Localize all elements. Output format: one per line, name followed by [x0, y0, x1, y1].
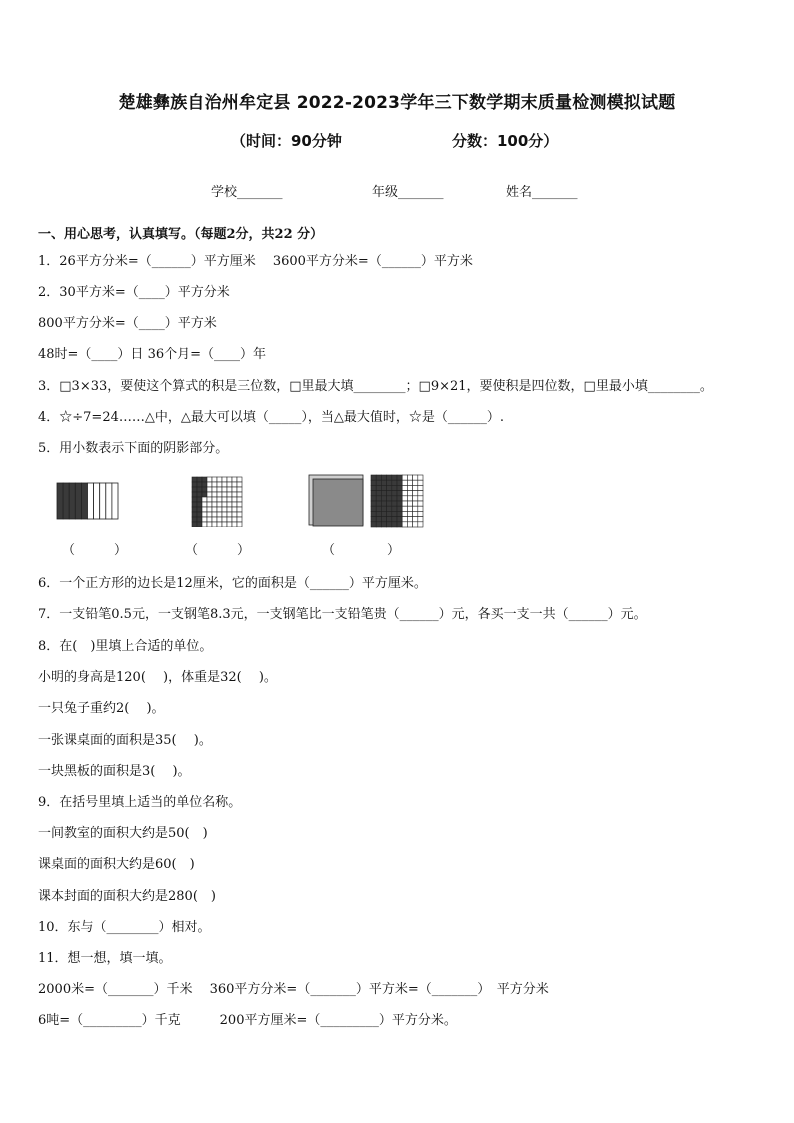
- grid-cell: [202, 477, 207, 482]
- question-5: 5．用小数表示下面的阴影部分。: [38, 441, 229, 456]
- grid-cell: [387, 496, 392, 501]
- grid-cell: [222, 497, 227, 502]
- grid-cell: [376, 501, 381, 506]
- grid-cell: [397, 501, 402, 506]
- grid-cell: [371, 475, 376, 480]
- grid-cell: [202, 522, 207, 527]
- grid-cell: [376, 491, 381, 496]
- grid-cell: [212, 487, 217, 492]
- grid-cell: [192, 477, 197, 482]
- grid-cell: [222, 502, 227, 507]
- grid-cell: [413, 496, 418, 501]
- grid-cell: [197, 507, 202, 512]
- grid-cell: [418, 496, 423, 501]
- grid-cell: [387, 506, 392, 511]
- grid-cell: [381, 491, 386, 496]
- grid-cell: [237, 522, 242, 527]
- grid-cell: [387, 501, 392, 506]
- grid-cell: [222, 477, 227, 482]
- grid-cell: [371, 517, 376, 522]
- grid-cell: [197, 517, 202, 522]
- question-2-part-2: 800平方分米=（____）平方米: [38, 316, 217, 331]
- figure-two-squares: [308, 474, 426, 528]
- grid-cell: [237, 482, 242, 487]
- grid-cell: [397, 475, 402, 480]
- grid-cell: [217, 497, 222, 502]
- grid-cell: [207, 522, 212, 527]
- grid-cell: [407, 506, 412, 511]
- grid-cell: [202, 497, 207, 502]
- name-field: 姓名_______: [506, 185, 578, 200]
- grid-cell: [418, 480, 423, 485]
- grid-cell: [397, 506, 402, 511]
- grid-cell: [232, 517, 237, 522]
- grid-cell: [192, 522, 197, 527]
- grid-cell: [207, 512, 212, 517]
- grid-cell: [387, 511, 392, 516]
- grid-cell: [381, 522, 386, 527]
- grid-cell: [197, 512, 202, 517]
- grid-cell: [381, 517, 386, 522]
- grid-cell: [212, 477, 217, 482]
- grid-cell: [407, 496, 412, 501]
- grid-cell: [217, 477, 222, 482]
- grid-cell: [207, 487, 212, 492]
- grid-cell: [192, 512, 197, 517]
- question-10: 10．东与（________）相对。: [38, 920, 211, 935]
- grid-cell: [207, 497, 212, 502]
- grid-cell: [376, 475, 381, 480]
- grid-cell: [381, 485, 386, 490]
- grid-cell: [212, 492, 217, 497]
- tenth-cell: [75, 483, 81, 519]
- grid-cell: [407, 480, 412, 485]
- question-9-part: 课桌面的面积大约是60( ): [38, 857, 195, 872]
- grid-cell: [371, 522, 376, 527]
- question-2: 2．30平方米=（____）平方分米: [38, 285, 230, 300]
- grid-cell: [402, 501, 407, 506]
- grid-cell: [392, 501, 397, 506]
- grid-cell: [227, 507, 232, 512]
- grid-cell: [227, 497, 232, 502]
- grid-cell: [381, 496, 386, 501]
- grid-cell: [197, 487, 202, 492]
- grid-cell: [387, 491, 392, 496]
- question-11-part: 6吨=（_________）千克 200平方厘米=（_________）平方分米。: [38, 1013, 457, 1028]
- question-8-part: 小明的身高是120( )，体重是32( )。: [38, 670, 277, 685]
- grid-cell: [207, 492, 212, 497]
- question-8-part: 一张课桌面的面积是35( )。: [38, 733, 212, 748]
- grid-cell: [232, 512, 237, 517]
- grid-cell: [222, 482, 227, 487]
- grid-cell: [402, 506, 407, 511]
- grid-cell: [222, 517, 227, 522]
- grid-cell: [407, 522, 412, 527]
- grid-cell: [212, 502, 217, 507]
- grid-cell: [392, 485, 397, 490]
- grid-cell: [237, 517, 242, 522]
- grid-cell: [227, 522, 232, 527]
- grid-cell: [413, 480, 418, 485]
- grid-cell: [371, 485, 376, 490]
- grid-cell: [407, 517, 412, 522]
- tenth-cell: [100, 483, 106, 519]
- grid-cell: [212, 497, 217, 502]
- grid-cell: [217, 522, 222, 527]
- grid-cell: [222, 487, 227, 492]
- grid-cell: [402, 491, 407, 496]
- grid-cell: [397, 480, 402, 485]
- figure-tenths-bar: [56, 482, 119, 520]
- grid-cell: [202, 502, 207, 507]
- grid-cell: [232, 502, 237, 507]
- grid-cell: [397, 522, 402, 527]
- grid-cell: [407, 491, 412, 496]
- grid-cell: [371, 501, 376, 506]
- grid-cell: [207, 517, 212, 522]
- grid-cell: [207, 502, 212, 507]
- grid-cell: [227, 477, 232, 482]
- question-9: 9．在括号里填上适当的单位名称。: [38, 795, 242, 810]
- grid-cell: [202, 507, 207, 512]
- grid-cell: [197, 482, 202, 487]
- grid-cell: [192, 482, 197, 487]
- tenth-cell: [106, 483, 112, 519]
- grid-cell: [376, 517, 381, 522]
- grid-cell: [392, 491, 397, 496]
- grid-cell: [407, 475, 412, 480]
- grid-cell: [217, 492, 222, 497]
- grid-cell: [407, 485, 412, 490]
- grid-cell: [227, 487, 232, 492]
- grid-cell: [381, 511, 386, 516]
- exam-time: （时间：90分钟: [231, 132, 342, 150]
- tenth-cell: [112, 483, 118, 519]
- grid-cell: [237, 487, 242, 492]
- grid-cell: [192, 487, 197, 492]
- grid-cell: [402, 485, 407, 490]
- grid-cell: [207, 507, 212, 512]
- grid-cell: [397, 491, 402, 496]
- grid-cell: [202, 512, 207, 517]
- grid-cell: [381, 480, 386, 485]
- grid-cell: [232, 487, 237, 492]
- grid-cell: [192, 517, 197, 522]
- grid-cell: [376, 522, 381, 527]
- question-11-part: 2000米=（_______）千米 360平方分米=（_______）平方米=（_______） 平方分米: [38, 982, 549, 997]
- question-8-part: 一块黑板的面积是3( )。: [38, 764, 191, 779]
- grid-cell: [418, 506, 423, 511]
- grid-cell: [371, 511, 376, 516]
- grid-cell: [227, 482, 232, 487]
- grid-cell: [413, 506, 418, 511]
- grid-cell: [392, 480, 397, 485]
- grade-field: 年级_______: [372, 185, 444, 200]
- grid-cell: [197, 502, 202, 507]
- grid-cell: [202, 517, 207, 522]
- grid-cell: [212, 522, 217, 527]
- grid-cell: [413, 485, 418, 490]
- grid-cell: [407, 511, 412, 516]
- grid-cell: [381, 506, 386, 511]
- grid-cell: [212, 517, 217, 522]
- grid-cell: [376, 506, 381, 511]
- tenth-cell: [88, 483, 94, 519]
- full-square: [313, 479, 363, 526]
- grid-cell: [387, 480, 392, 485]
- grid-cell: [192, 497, 197, 502]
- grid-cell: [371, 506, 376, 511]
- grid-cell: [227, 512, 232, 517]
- grid-cell: [418, 522, 423, 527]
- grid-cell: [387, 485, 392, 490]
- grid-cell: [413, 517, 418, 522]
- section-heading: 一、用心思考，认真填写。（每题2分，共22 分）: [38, 227, 324, 242]
- question-6: 6．一个正方形的边长是12厘米，它的面积是（______）平方厘米。: [38, 576, 427, 591]
- grid-cell: [392, 522, 397, 527]
- grid-cell: [413, 522, 418, 527]
- question-2-part-3: 48时=（____）日 36个月=（____）年: [38, 347, 267, 362]
- grid-cell: [222, 512, 227, 517]
- grid-cell: [407, 501, 412, 506]
- grid-cell: [418, 485, 423, 490]
- grid-cell: [387, 517, 392, 522]
- page-title: 楚雄彝族自治州牟定县 2022-2023学年三下数学期末质量检测模拟试题: [118, 93, 676, 113]
- question-7: 7．一支铅笔0.5元，一支钢笔8.3元，一支钢笔比一支铅笔贵（______）元，各买一支一共（______）元。: [38, 607, 647, 622]
- grid-cell: [371, 480, 376, 485]
- grid-cell: [232, 507, 237, 512]
- question-3: 3．□3×33，要使这个算式的积是三位数，□里最大填________；□9×21，要使积是四位数，□里最小填________。: [38, 379, 713, 394]
- question-9-part: 一间教室的面积大约是50( ): [38, 826, 208, 841]
- question-9-part: 课本封面的面积大约是280( ): [38, 889, 216, 904]
- grid-cell: [397, 511, 402, 516]
- grid-cell: [397, 517, 402, 522]
- grid-cell: [197, 477, 202, 482]
- grid-cell: [387, 475, 392, 480]
- grid-cell: [197, 522, 202, 527]
- grid-cell: [413, 475, 418, 480]
- grid-cell: [381, 475, 386, 480]
- grid-cell: [371, 496, 376, 501]
- grid-cell: [392, 517, 397, 522]
- grid-cell: [232, 522, 237, 527]
- tenth-cell: [81, 483, 87, 519]
- grid-cell: [232, 497, 237, 502]
- grid-cell: [237, 477, 242, 482]
- grid-cell: [402, 517, 407, 522]
- grid-cell: [217, 517, 222, 522]
- figure-caption: （ ）: [322, 543, 401, 558]
- grid-cell: [376, 511, 381, 516]
- grid-cell: [217, 487, 222, 492]
- question-11: 11．想一想，填一填。: [38, 951, 172, 966]
- question-8: 8．在( )里填上合适的单位。: [38, 639, 213, 654]
- grid-cell: [413, 501, 418, 506]
- grid-cell: [392, 506, 397, 511]
- grid-cell: [232, 477, 237, 482]
- grid-cell: [217, 507, 222, 512]
- grid-cell: [202, 482, 207, 487]
- grid-cell: [217, 482, 222, 487]
- figure-caption: （ ）: [185, 543, 251, 558]
- grid-cell: [192, 502, 197, 507]
- tenth-cell: [57, 483, 63, 519]
- grid-cell: [217, 502, 222, 507]
- grid-cell: [192, 507, 197, 512]
- grid-cell: [418, 475, 423, 480]
- grid-cell: [202, 492, 207, 497]
- grid-cell: [381, 501, 386, 506]
- grid-cell: [418, 511, 423, 516]
- grid-cell: [227, 492, 232, 497]
- grid-cell: [222, 492, 227, 497]
- grid-cell: [376, 496, 381, 501]
- grid-cell: [197, 492, 202, 497]
- grid-cell: [392, 511, 397, 516]
- grid-cell: [197, 497, 202, 502]
- grid-cell: [227, 502, 232, 507]
- grid-cell: [192, 492, 197, 497]
- grid-cell: [227, 517, 232, 522]
- figure-caption: （ ）: [62, 543, 128, 558]
- grid-cell: [418, 517, 423, 522]
- grid-cell: [397, 496, 402, 501]
- exam-score: 分数：100分）: [452, 132, 559, 150]
- grid-cell: [402, 475, 407, 480]
- grid-cell: [217, 512, 222, 517]
- tenth-cell: [94, 483, 100, 519]
- grid-cell: [387, 522, 392, 527]
- grid-cell: [402, 511, 407, 516]
- grid-cell: [392, 475, 397, 480]
- figure-hundred-grid: [191, 476, 244, 527]
- grid-cell: [212, 507, 217, 512]
- grid-cell: [237, 502, 242, 507]
- school-field: 学校_______: [211, 185, 283, 200]
- grid-cell: [413, 491, 418, 496]
- grid-cell: [402, 496, 407, 501]
- grid-cell: [232, 492, 237, 497]
- grid-cell: [418, 491, 423, 496]
- grid-cell: [402, 480, 407, 485]
- grid-cell: [207, 477, 212, 482]
- grid-cell: [376, 480, 381, 485]
- grid-cell: [237, 497, 242, 502]
- grid-cell: [237, 512, 242, 517]
- question-4: 4．☆÷7=24……△中，△最大可以填（_____），当△最大值时，☆是（______）.: [38, 410, 504, 425]
- grid-cell: [232, 482, 237, 487]
- tenth-cell: [63, 483, 69, 519]
- grid-cell: [222, 522, 227, 527]
- grid-cell: [237, 492, 242, 497]
- grid-cell: [212, 512, 217, 517]
- grid-cell: [413, 511, 418, 516]
- tenth-cell: [69, 483, 75, 519]
- grid-cell: [376, 485, 381, 490]
- grid-cell: [212, 482, 217, 487]
- grid-cell: [418, 501, 423, 506]
- question-1: 1．26平方分米=（______）平方厘米 3600平方分米=（______）平方米: [38, 254, 473, 269]
- grid-cell: [202, 487, 207, 492]
- grid-cell: [371, 491, 376, 496]
- grid-cell: [397, 485, 402, 490]
- grid-cell: [402, 522, 407, 527]
- grid-cell: [392, 496, 397, 501]
- grid-cell: [222, 507, 227, 512]
- grid-cell: [207, 482, 212, 487]
- question-8-part: 一只兔子重约2( )。: [38, 701, 165, 716]
- grid-cell: [237, 507, 242, 512]
